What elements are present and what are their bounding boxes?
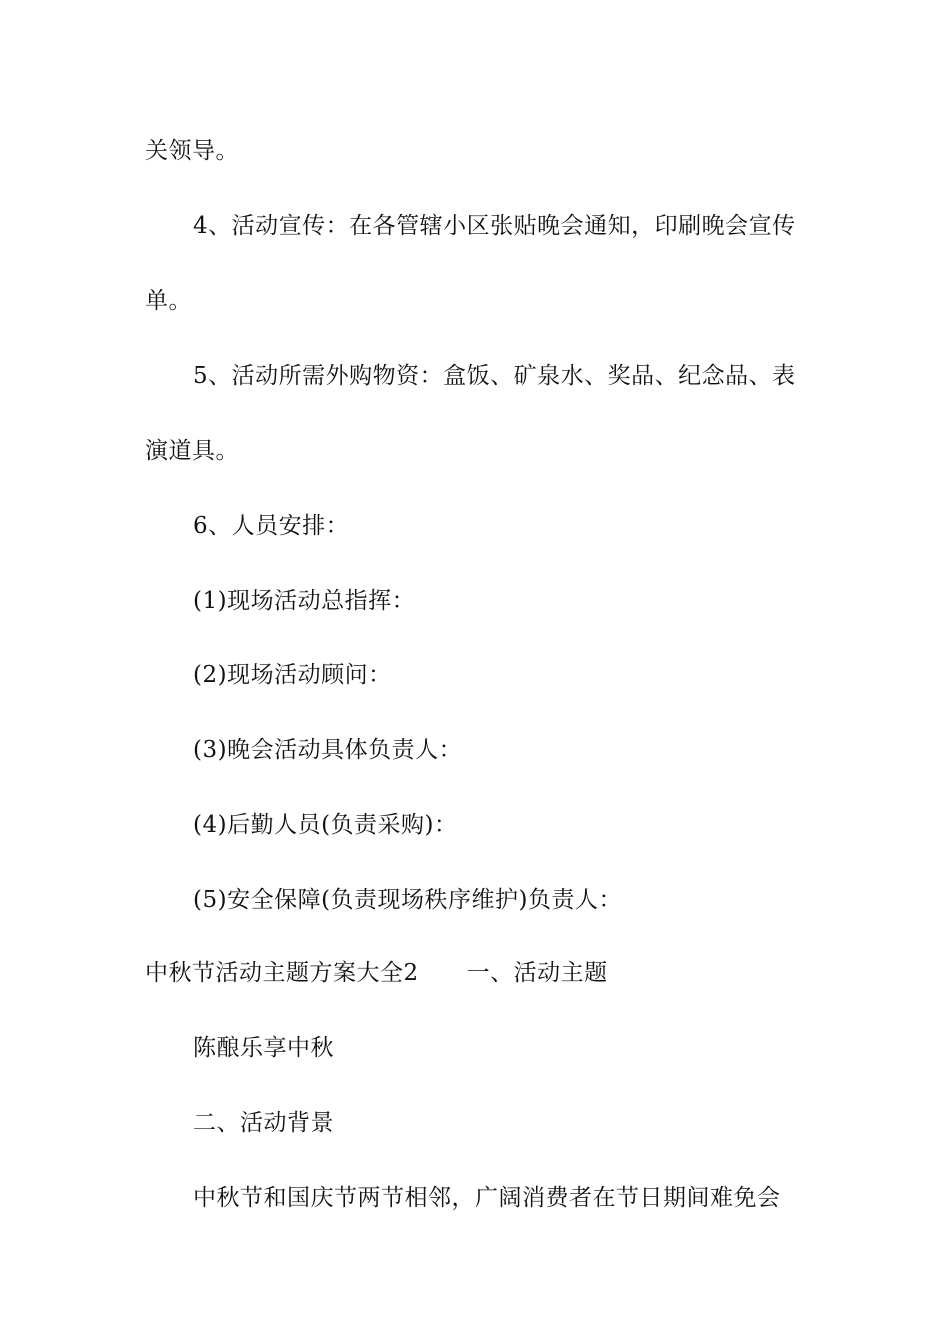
section-title: 中秋节活动主题方案大全2 [145,960,419,986]
paragraph-line: 5、活动所需外购物资：盒饭、矿泉水、奖品、纪念品、表 [193,363,796,389]
section-heading [145,958,810,988]
paragraph-line: 关领导。 [145,138,239,164]
list-item: (2)现场活动顾问： [193,662,392,688]
paragraph-line: 演道具。 [145,438,239,464]
paragraph-line: 中秋节和国庆节两节相邻，广阔消费者在节日期间难免会 [193,1185,781,1211]
paragraph-line: 单。 [145,288,192,314]
list-item: (1)现场活动总指挥： [193,588,416,614]
list-item: (3)晚会活动具体负责人： [193,737,463,763]
list-item: (4)后勤人员(负责采购)： [193,812,458,838]
list-item: (5)安全保障(负责现场秩序维护)负责人： [193,887,623,913]
paragraph-line: 4、活动宣传：在各管辖小区张贴晚会通知，印刷晚会宣传 [193,213,796,239]
paragraph-line: 二、活动背景 [193,1110,334,1136]
paragraph-line: 6、人员安排： [193,513,350,539]
paragraph-line: 陈酿乐享中秋 [193,1035,334,1061]
section-subtitle: 一、活动主题 [466,960,608,986]
